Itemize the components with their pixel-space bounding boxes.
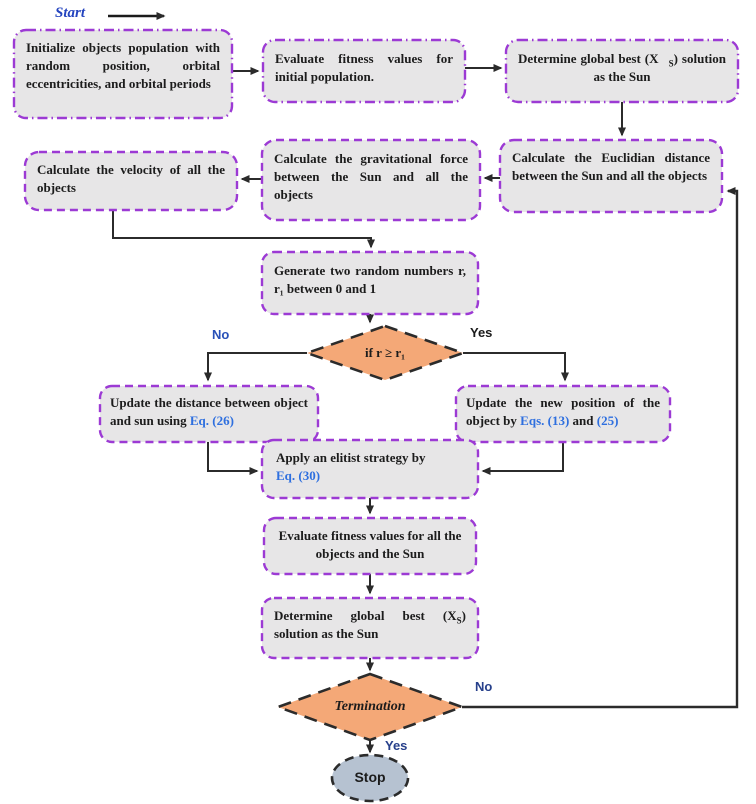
node-determine-sun-top-label: Determine global best $(X⃗_S)$ solution as the Sun [518,51,726,84]
x-vector-symbol: X⃗ [649,51,669,66]
node-update-distance-label: Update the distance between object and sun using Eq. (26) [110,395,308,428]
node-gravitational-label: Calculate the gravitational force between the Sun and all the objects [274,151,468,202]
arrow-decision-no-branch [208,353,307,380]
branch-label-no-2: No [475,679,493,694]
node-evaluate-all-label: Evaluate fitness values for all the objects and the Sun [278,528,462,561]
arrow-distance-to-elitist [208,442,257,471]
arrow-decision-yes-branch [463,353,565,380]
arrow-termination-no-feedback [462,191,737,707]
node-euclidian-label: Calculate the Euclidian distance between the Sun and all the objects [512,150,710,183]
decision-termination-label: Termination [334,699,406,714]
decision-r-label: if r ≥ r₁ [364,345,406,360]
node-random-numbers-label: Generate two random numbers r, r₁ between 0 and 1 [274,263,466,296]
start-label: Start [55,5,86,21]
node-elitist-label: Apply an elitist strategy by Eq. (30) [276,450,426,483]
branch-label-no-1: No [212,327,230,342]
node-update-position-label: Update the new position of the object by Eqs. (13) and (25) [466,395,660,428]
node-determine-sun-bottom-label: Determine global best $(X_S)$ solution as the Sun [274,608,466,641]
branch-label-yes-2: Yes [385,738,408,753]
node-velocity-label: Calculate the velocity of all the objects [37,162,225,195]
branch-label-yes-1: Yes [470,325,493,340]
node-evaluate-initial-label: Evaluate fitness values for initial population. [275,51,453,84]
stop-label: Stop [354,769,386,785]
node-initialize-label: Initialize objects population with random position, orbital eccentricities, and orbital periods [26,40,220,91]
arrow-position-to-elitist [483,442,563,471]
